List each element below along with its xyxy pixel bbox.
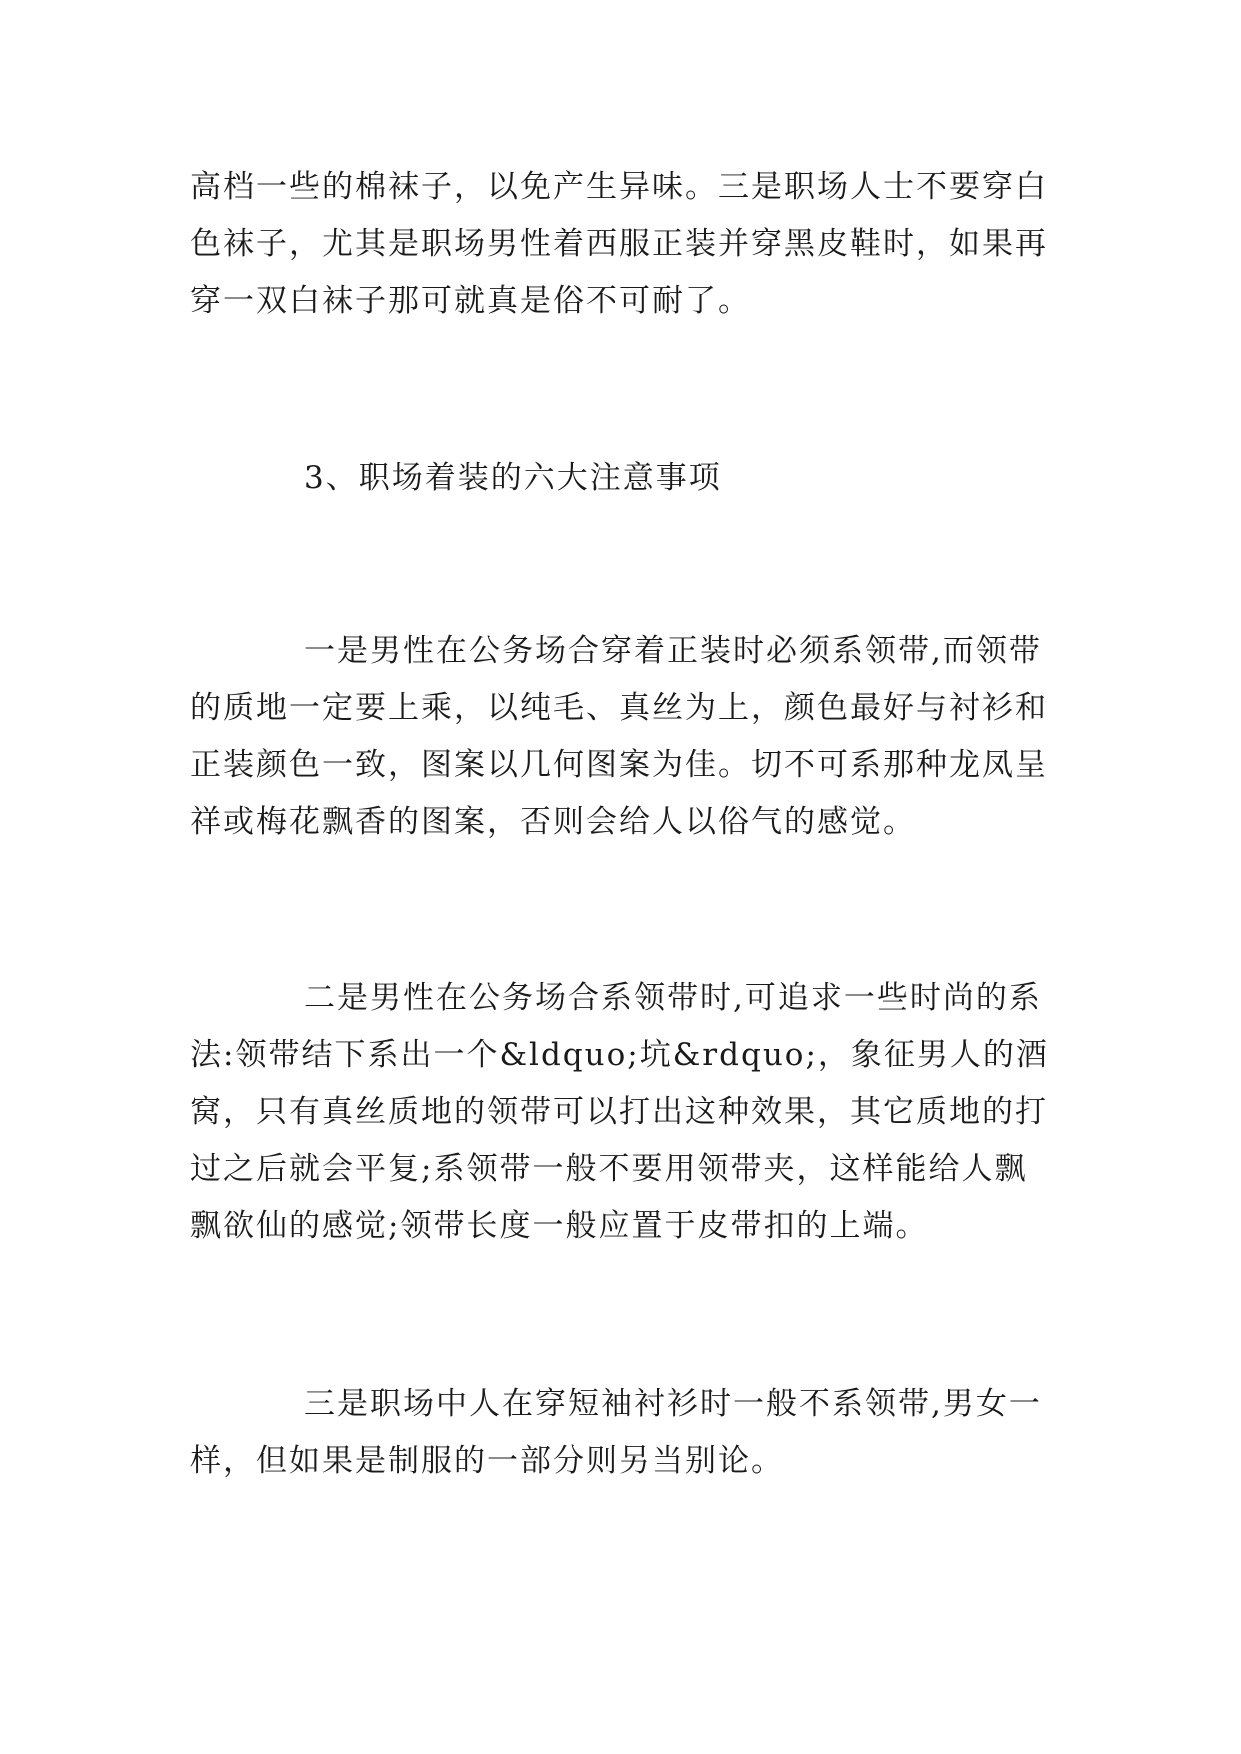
section-heading: 3、职场着装的六大注意事项 <box>304 460 722 496</box>
paragraph-tie-quality: 一是男性在公务场合穿着正装时必须系领带,而领带的质地一定要上乘，以纯毛、真丝为上，颜色最好与衬衫和正装颜色一致，图案以几何图案为佳。切不可系那种龙凤呈祥或梅花飘香的图案，否则会给人以俗气的感觉。 <box>190 633 1048 840</box>
paragraph-socks-continued: 高档一些的棉袜子，以免产生异味。三是职场人士不要穿白色袜子，尤其是职场男性着西服正装并穿黑皮鞋时，如果再穿一双白袜子那可就真是俗不可耐了。 <box>190 169 1048 319</box>
paragraph-short-sleeve: 三是职场中人在穿短袖衬衫时一般不系领带,男女一样，但如果是制服的一部分则另当别论。 <box>190 1386 1042 1479</box>
paragraph-tie-knot: 二是男性在公务场合系领带时,可追求一些时尚的系法:领带结下系出一个&ldquo;坑&rdquo;，象征男人的酒窝，只有真丝质地的领带可以打出这种效果，其它质地的打过之后就会平复;系领带一般不要用领带夹，这样能给人飘飘欲仙的感觉;领带长度一般应置于皮带扣的上端。 <box>190 980 1049 1244</box>
